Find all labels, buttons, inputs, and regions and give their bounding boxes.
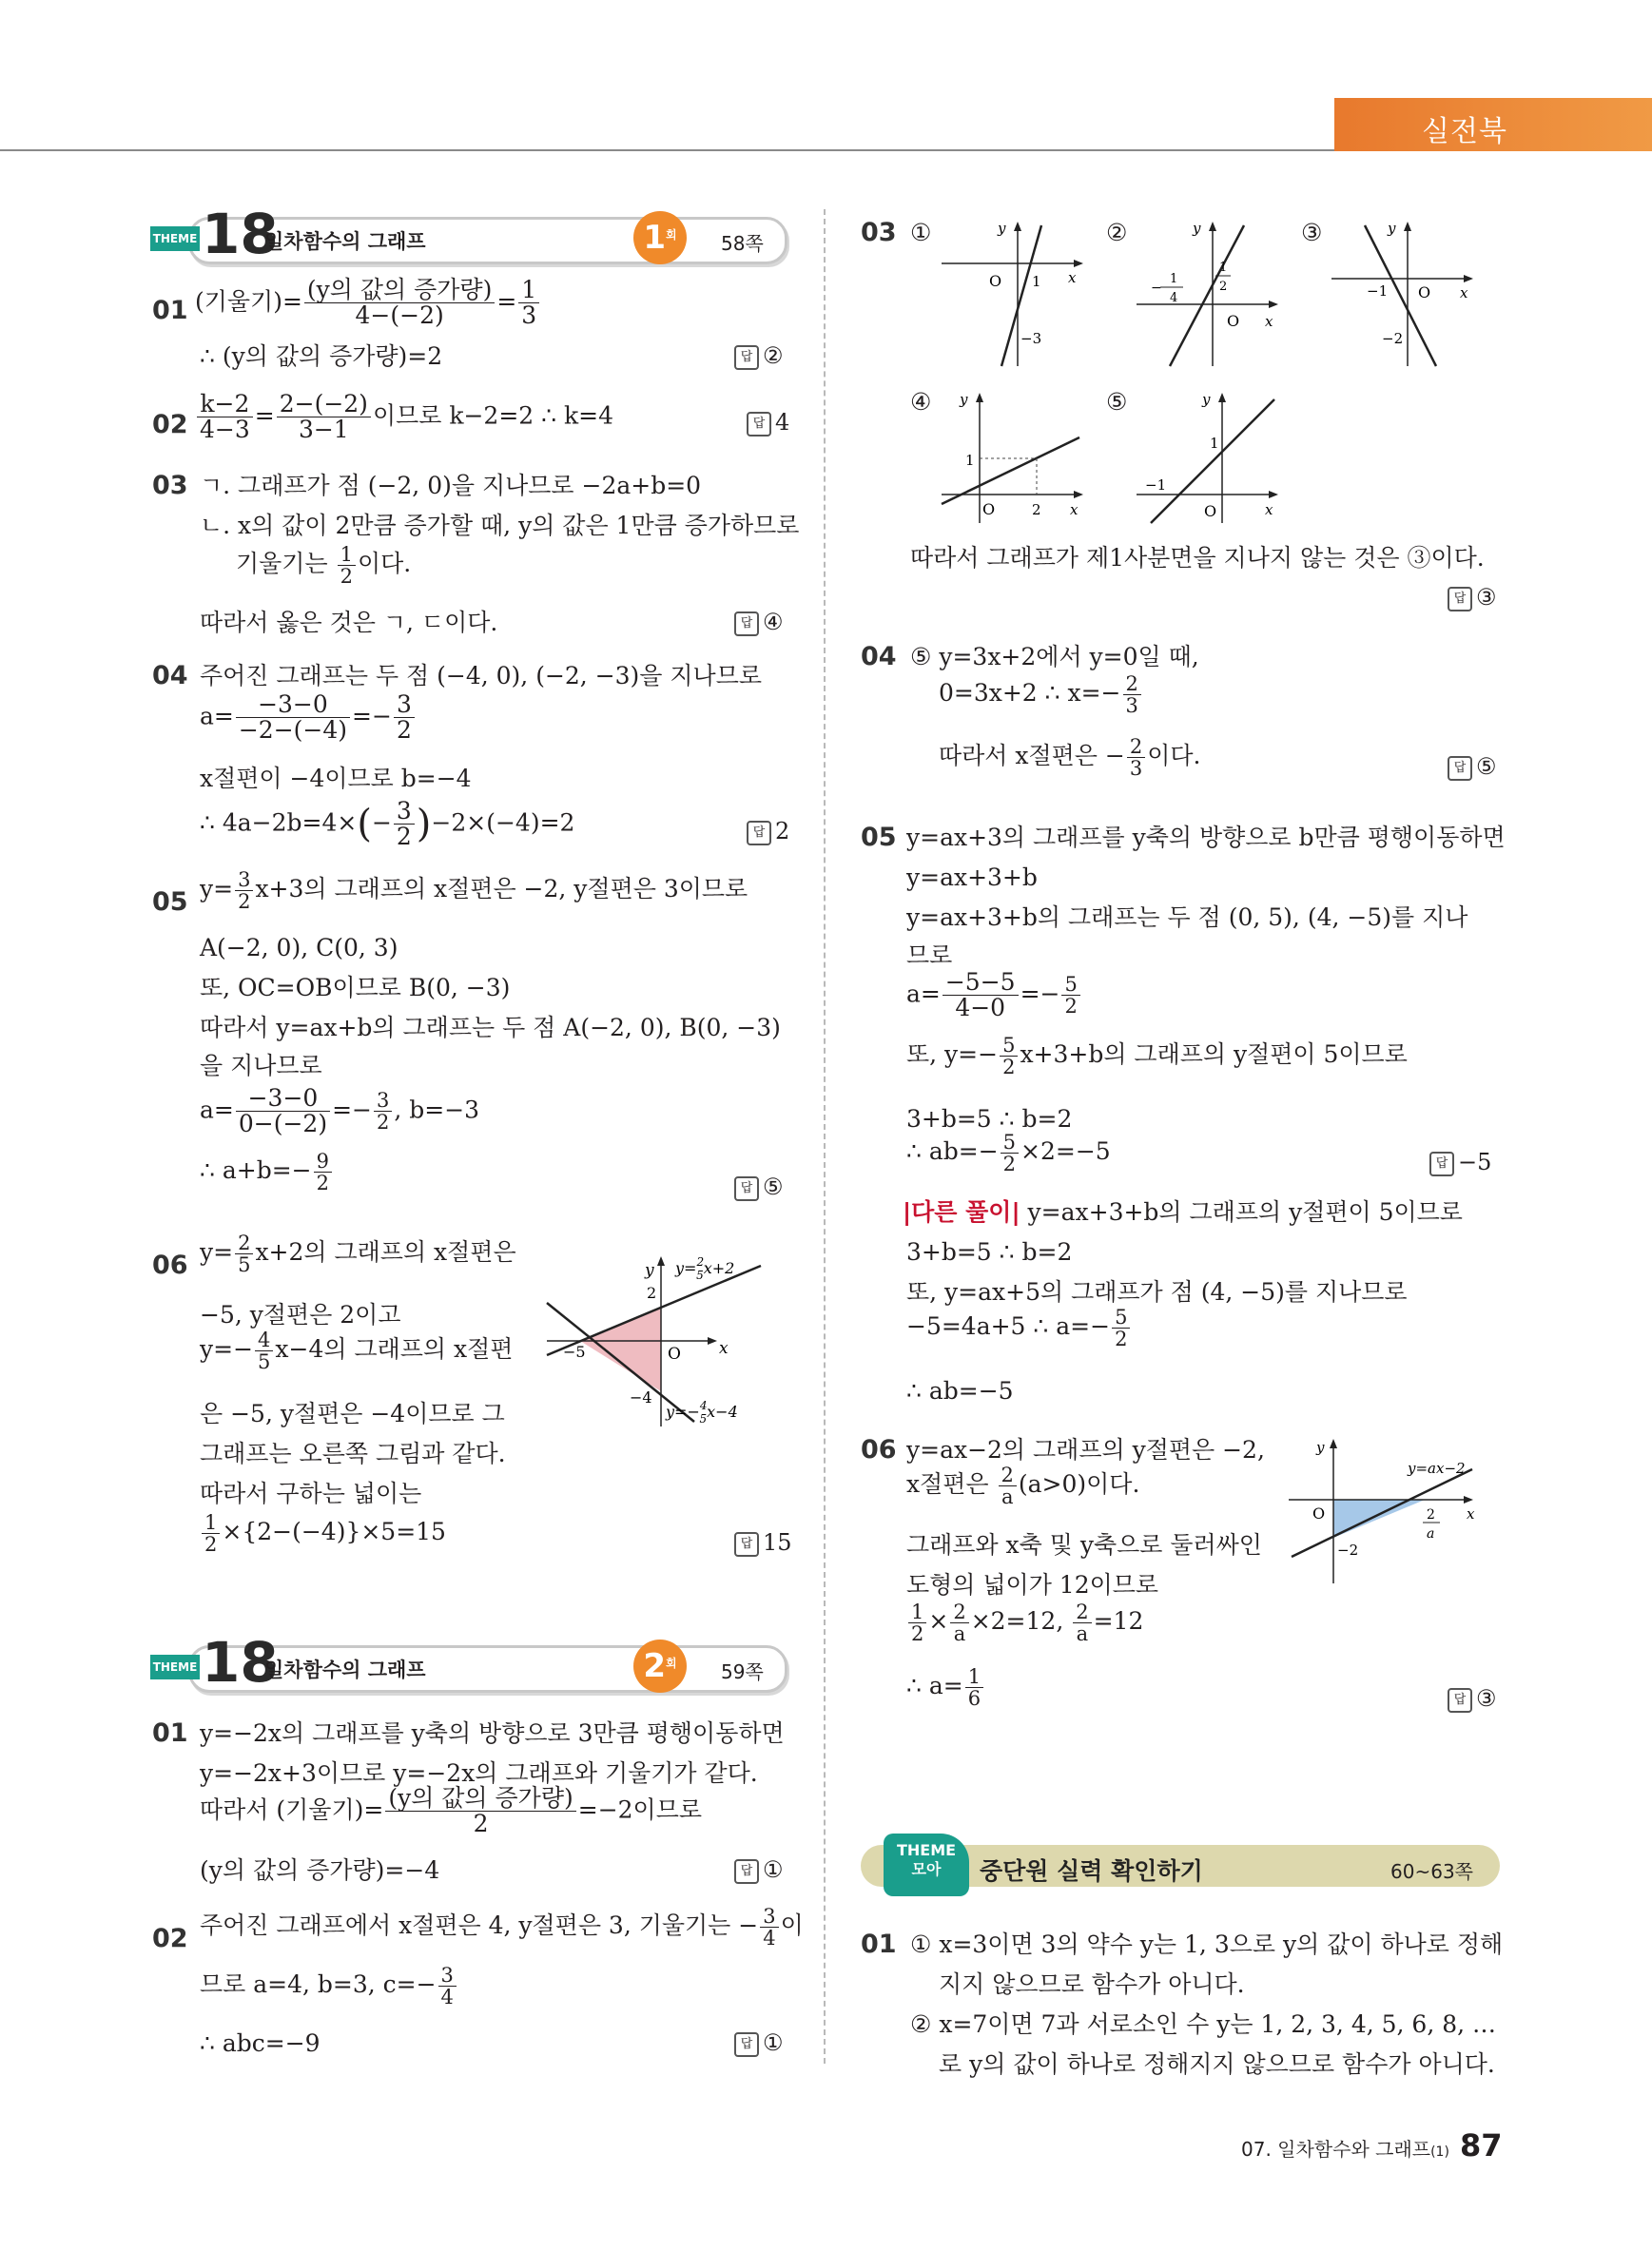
r03-conclusion: 따라서 그래프가 제1사분면을 지나지 않는 것은 ③이다.	[910, 544, 1485, 572]
p06-line7: $\frac{1}{2}$ ×{2−(−4)}×5=15	[200, 1512, 446, 1555]
tick-minus5: −5	[563, 1343, 586, 1361]
svg-text:−1: −1	[1367, 282, 1389, 300]
footer-chapter-sub: (1)	[1430, 2144, 1449, 2160]
book-tab	[1334, 98, 1652, 151]
p05-line5: 을 지나므로	[200, 1052, 322, 1079]
theme-badge: THEME	[150, 226, 200, 251]
theme-header-2	[150, 1630, 787, 1695]
svg-text:x: x	[1265, 501, 1273, 518]
book-tab-label: 실전북	[1422, 115, 1507, 148]
y-arrow	[657, 1256, 665, 1266]
svg-text:y: y	[998, 220, 1006, 237]
choice-label: ④	[910, 388, 932, 416]
r06-line3: 그래프와 x축 및 y축으로 둘러싸인	[906, 1531, 1262, 1559]
line1-label: y=$^2$ 5x+2	[675, 1255, 735, 1282]
svg-text:−: −	[1151, 281, 1162, 296]
q02-line2: 므로 a=4, b=3, c=− $\frac{3}{4}$	[200, 1965, 458, 2008]
r05-alt-line5: ∴ ab=−5	[906, 1377, 1014, 1405]
svg-text:−3: −3	[1020, 330, 1042, 347]
footer	[1241, 2127, 1503, 2164]
s01-line3: ② x=7이면 7과 서로소인 수 y는 1, 2, 3, 4, 5, 6, 8, …	[910, 2010, 1497, 2038]
r05-alt-line1: |다른 풀이| y=ax+3+b의 그래프의 y절편이 5이므로	[903, 1198, 1463, 1226]
s01-line1: ① x=3이면 3의 약수 y는 1, 3으로 y의 값이 하나로 정해	[910, 1931, 1504, 1958]
q02-line1: 주어진 그래프에서 x절편은 4, y절편은 3, 기울기는 − $\frac{3}{4}$ 이	[200, 1905, 804, 1950]
svg-text:a: a	[1427, 1526, 1435, 1542]
problem-number: 04	[861, 642, 897, 671]
choice-label: ⑤	[1106, 388, 1128, 416]
p03-line2: ㄴ. x의 값이 2만큼 증가할 때, y의 값은 1만큼 증가하므로	[200, 512, 800, 539]
problem-number: 02	[152, 1924, 188, 1953]
p04-line2: a= $\frac{-3-0}{-2-(-4)}$ =− $\frac{3}{2}$	[200, 692, 417, 744]
svg-text:x: x	[1068, 269, 1077, 286]
svg-text:−2: −2	[1337, 1542, 1359, 1559]
r06-line1: y=ax−2의 그래프의 y절편은 −2,	[906, 1436, 1265, 1464]
svg-text:O: O	[982, 500, 996, 518]
moa-badge: THEME 모아	[884, 1834, 969, 1896]
p03-line4: 따라서 옳은 것은 ㄱ, ㄷ이다.	[200, 609, 498, 636]
p05-line1: y= $\frac{3}{2}$ x+3의 그래프의 x절편은 −2, y절편은 3이므로	[200, 868, 748, 914]
r05-line7: 3+b=5 ∴ b=2	[906, 1105, 1073, 1133]
svg-text:x: x	[1265, 313, 1273, 330]
problem-number: 05	[152, 887, 188, 917]
tick-minus4: −4	[630, 1388, 652, 1407]
theme-title: 일차함수의 그래프	[264, 230, 426, 253]
page-ref: 59쪽	[721, 1660, 764, 1683]
line2-label: y=−$^4$ 5x−4	[666, 1399, 738, 1426]
answer: 답 2	[747, 812, 789, 851]
p04-line4: ∴ 4a−2b=4×(− $\frac{3}{2}$ )−2×(−4)=2	[200, 797, 575, 851]
moa-title: 중단원 실력 확인하기	[980, 1857, 1203, 1885]
tick-2: 2	[647, 1284, 657, 1302]
svg-text:O: O	[989, 272, 1002, 290]
choice-label: ①	[910, 219, 932, 246]
p05-line6: a= $\frac{-3-0}{0-(-2)}$ =− $\frac{3}{2}$ , b=−3	[200, 1084, 480, 1138]
r05-alt-line3: 또, y=ax+5의 그래프가 점 (4, −5)를 지나므로	[906, 1278, 1408, 1306]
p06-line1: y= $\frac{2}{5}$ x+2의 그래프의 x절편은	[200, 1232, 516, 1277]
answer: 답 ②	[734, 337, 784, 376]
choice-label: ③	[1301, 219, 1323, 246]
answer: 답 ③	[1448, 1679, 1497, 1718]
svg-text:y: y	[1202, 391, 1211, 408]
svg-text:4: 4	[1170, 291, 1178, 305]
q01-line1: y=−2x의 그래프를 y축의 방향으로 3만큼 평행이동하면	[200, 1719, 785, 1747]
choice-5-graph	[1132, 385, 1293, 528]
answer: 답 ①	[734, 2024, 784, 2063]
r05-line8: ∴ ab=− $\frac{5}{2}$ ×2=−5	[906, 1131, 1111, 1176]
r05-alt-line2: 3+b=5 ∴ b=2	[906, 1238, 1073, 1266]
moa-pages: 60~63쪽	[1390, 1860, 1473, 1883]
problem-number: 03	[861, 218, 897, 247]
answer: 답 ④	[734, 603, 784, 642]
p06-line4: 은 −5, y절편은 −4이므로 그	[200, 1400, 505, 1427]
r05-line3: y=ax+3+b의 그래프는 두 점 (0, 5), (4, −5)를 지나	[906, 903, 1468, 931]
problem-number: 01	[152, 296, 188, 325]
p05-line4: 따라서 y=ax+b의 그래프는 두 점 A(−2, 0), B(0, −3)	[200, 1014, 781, 1041]
x-arrow	[708, 1337, 717, 1345]
origin-label: O	[668, 1345, 681, 1364]
q02-line3: ∴ abc=−9	[200, 2029, 321, 2057]
svg-text:O: O	[1418, 283, 1431, 301]
r06-graph	[1284, 1431, 1522, 1588]
choice-4-graph	[937, 385, 1098, 528]
r04-line2: 0=3x+2 ∴ x=− $\frac{2}{3}$	[939, 673, 1143, 716]
answer: 답 ③	[1448, 578, 1497, 617]
s01-line2: 지지 않으므로 함수가 아니다.	[939, 1970, 1245, 1998]
problem-number: 01	[152, 1718, 188, 1748]
p02-line1: $\frac{k-2}{4-3}$ = $\frac{2-(-2)}{3-1}$ 이므로 k−2=2 ∴ k=4	[195, 392, 613, 443]
p05-line3: 또, OC=OB이므로 B(0, −3)	[200, 974, 511, 1001]
svg-text:2: 2	[1032, 501, 1041, 518]
svg-text:O: O	[1227, 312, 1240, 330]
p03-line1: ㄱ. 그래프가 점 (−2, 0)을 지나므로 −2a+b=0	[200, 472, 702, 499]
theme-header-1	[150, 202, 787, 266]
problem-number: 02	[152, 410, 188, 439]
svg-text:y=ax−2: y=ax−2	[1408, 1460, 1466, 1477]
answer: 답 15	[734, 1523, 792, 1562]
p06-line3: y=− $\frac{4}{5}$ x−4의 그래프의 x절편	[200, 1329, 514, 1374]
frac-minus-quarter: 1	[1170, 272, 1178, 286]
r05-line4: 므로	[906, 941, 953, 969]
x-label: x	[719, 1339, 729, 1358]
problem-number: 06	[861, 1435, 897, 1465]
answer: 답 ⑤	[734, 1168, 784, 1207]
svg-text:x: x	[1070, 501, 1079, 518]
r06-line6: ∴ a= $\frac{1}{6}$	[906, 1666, 985, 1709]
answer: 답 −5	[1429, 1143, 1491, 1182]
q01-line2: y=−2x+3이므로 y=−2x의 그래프와 기울기가 같다.	[200, 1759, 758, 1787]
footer-chapter: 07. 일차함수와 그래프	[1241, 2138, 1431, 2161]
moa-header	[861, 1841, 1500, 1887]
r06-line5: $\frac{1}{2}$ × $\frac{2}{a}$ ×2=12, $\frac{2}{a}$ =12	[906, 1601, 1143, 1644]
p05-line7: ∴ a+b=− $\frac{9}{2}$	[200, 1151, 334, 1193]
r05-line5: a= $\frac{-5-5}{4-0}$ =− $\frac{5}{2}$	[906, 970, 1082, 1021]
q01-line3: 따라서 (기울기)= $\frac{\text{(y의 값의 증가량)}}{2}$ =−2이므로	[200, 1784, 703, 1838]
p04-line3: x절편이 −4이므로 b=−4	[200, 765, 472, 792]
svg-text:−1: −1	[1145, 476, 1167, 494]
svg-text:1: 1	[1032, 273, 1041, 290]
problem-number: 04	[152, 661, 188, 690]
choice-label: ②	[1106, 219, 1128, 246]
p01-line1: (기울기)= $\frac{\text{(y의 값의 증가량)}}{4-(-2)}$ = $\frac{1}{3}$	[195, 278, 541, 329]
r05-line1: y=ax+3의 그래프를 y축의 방향으로 b만큼 평행이동하면	[906, 824, 1506, 851]
r06-line2: x절편은 $\frac{2}{a}$ (a>0)이다.	[906, 1464, 1140, 1509]
r06-line4: 도형의 넓이가 12이므로	[906, 1571, 1159, 1599]
shaded-region	[580, 1308, 661, 1391]
q01-line4: (y의 값의 증가량)=−4	[200, 1856, 440, 1884]
r05-line2: y=ax+3+b	[906, 864, 1038, 891]
page-ref: 58쪽	[721, 232, 764, 255]
svg-text:1: 1	[1219, 261, 1228, 275]
round-badge: $2^회$	[633, 1640, 687, 1693]
round-badge: $1^회$	[633, 211, 687, 264]
answer: 답 ①	[734, 1851, 784, 1890]
p06-line5: 그래프는 오른쪽 그림과 같다.	[200, 1440, 506, 1467]
theme-badge: THEME	[150, 1655, 200, 1679]
svg-text:y: y	[1193, 220, 1201, 237]
p06-line6: 따라서 구하는 넓이는	[200, 1480, 422, 1507]
svg-text:2: 2	[1427, 1507, 1435, 1523]
theme-number: 18	[202, 1630, 279, 1695]
r05-line6: 또, y=− $\frac{5}{2}$ x+3+b의 그래프의 y절편이 5이므로	[906, 1034, 1408, 1079]
svg-text:y: y	[1316, 1439, 1325, 1456]
svg-text:y: y	[1388, 220, 1396, 237]
choice-1-graph	[937, 214, 1098, 371]
svg-text:O: O	[1312, 1504, 1326, 1523]
r05-alt-line4: −5=4a+5 ∴ a=− $\frac{5}{2}$	[906, 1307, 1132, 1349]
s01-line4: 로 y의 값이 하나로 정해지지 않으므로 함수가 아니다.	[939, 2050, 1495, 2078]
answer: 답 ⑤	[1448, 747, 1497, 786]
problem-number: 03	[152, 471, 188, 500]
problem-number: 01	[861, 1930, 897, 1959]
p05-line2: A(−2, 0), C(0, 3)	[200, 934, 398, 961]
answer: 답 4	[747, 403, 789, 442]
svg-text:x: x	[1460, 284, 1468, 301]
problem-number: 05	[861, 823, 897, 852]
page-number: 87	[1460, 2127, 1503, 2164]
choice-3-graph	[1327, 214, 1488, 371]
svg-text:1: 1	[965, 452, 975, 469]
svg-text:x: x	[1467, 1505, 1475, 1523]
p03-line3: 기울기는 $\frac{1}{2}$ 이다.	[236, 543, 412, 589]
column-divider	[824, 209, 826, 2064]
svg-text:O: O	[1204, 502, 1217, 520]
choice-2-graph	[1132, 214, 1293, 371]
theme-title: 일차함수의 그래프	[264, 1659, 426, 1681]
p06-graph	[542, 1241, 799, 1431]
theme-number: 18	[202, 202, 279, 266]
p01-line2: ∴ (y의 값의 증가량)=2	[200, 342, 443, 370]
r04-line1: ⑤ y=3x+2에서 y=0일 때,	[910, 643, 1199, 670]
y-label: y	[645, 1261, 654, 1280]
problem-number: 06	[152, 1251, 188, 1280]
svg-text:2: 2	[1219, 280, 1228, 294]
p04-line1: 주어진 그래프는 두 점 (−4, 0), (−2, −3)을 지나므로	[200, 662, 762, 689]
svg-text:1: 1	[1210, 435, 1219, 452]
svg-text:−2: −2	[1382, 330, 1404, 347]
p06-line2: −5, y절편은 2이고	[200, 1301, 401, 1329]
svg-text:y: y	[960, 391, 968, 408]
r04-line3: 따라서 x절편은 − $\frac{2}{3}$ 이다.	[939, 735, 1201, 781]
